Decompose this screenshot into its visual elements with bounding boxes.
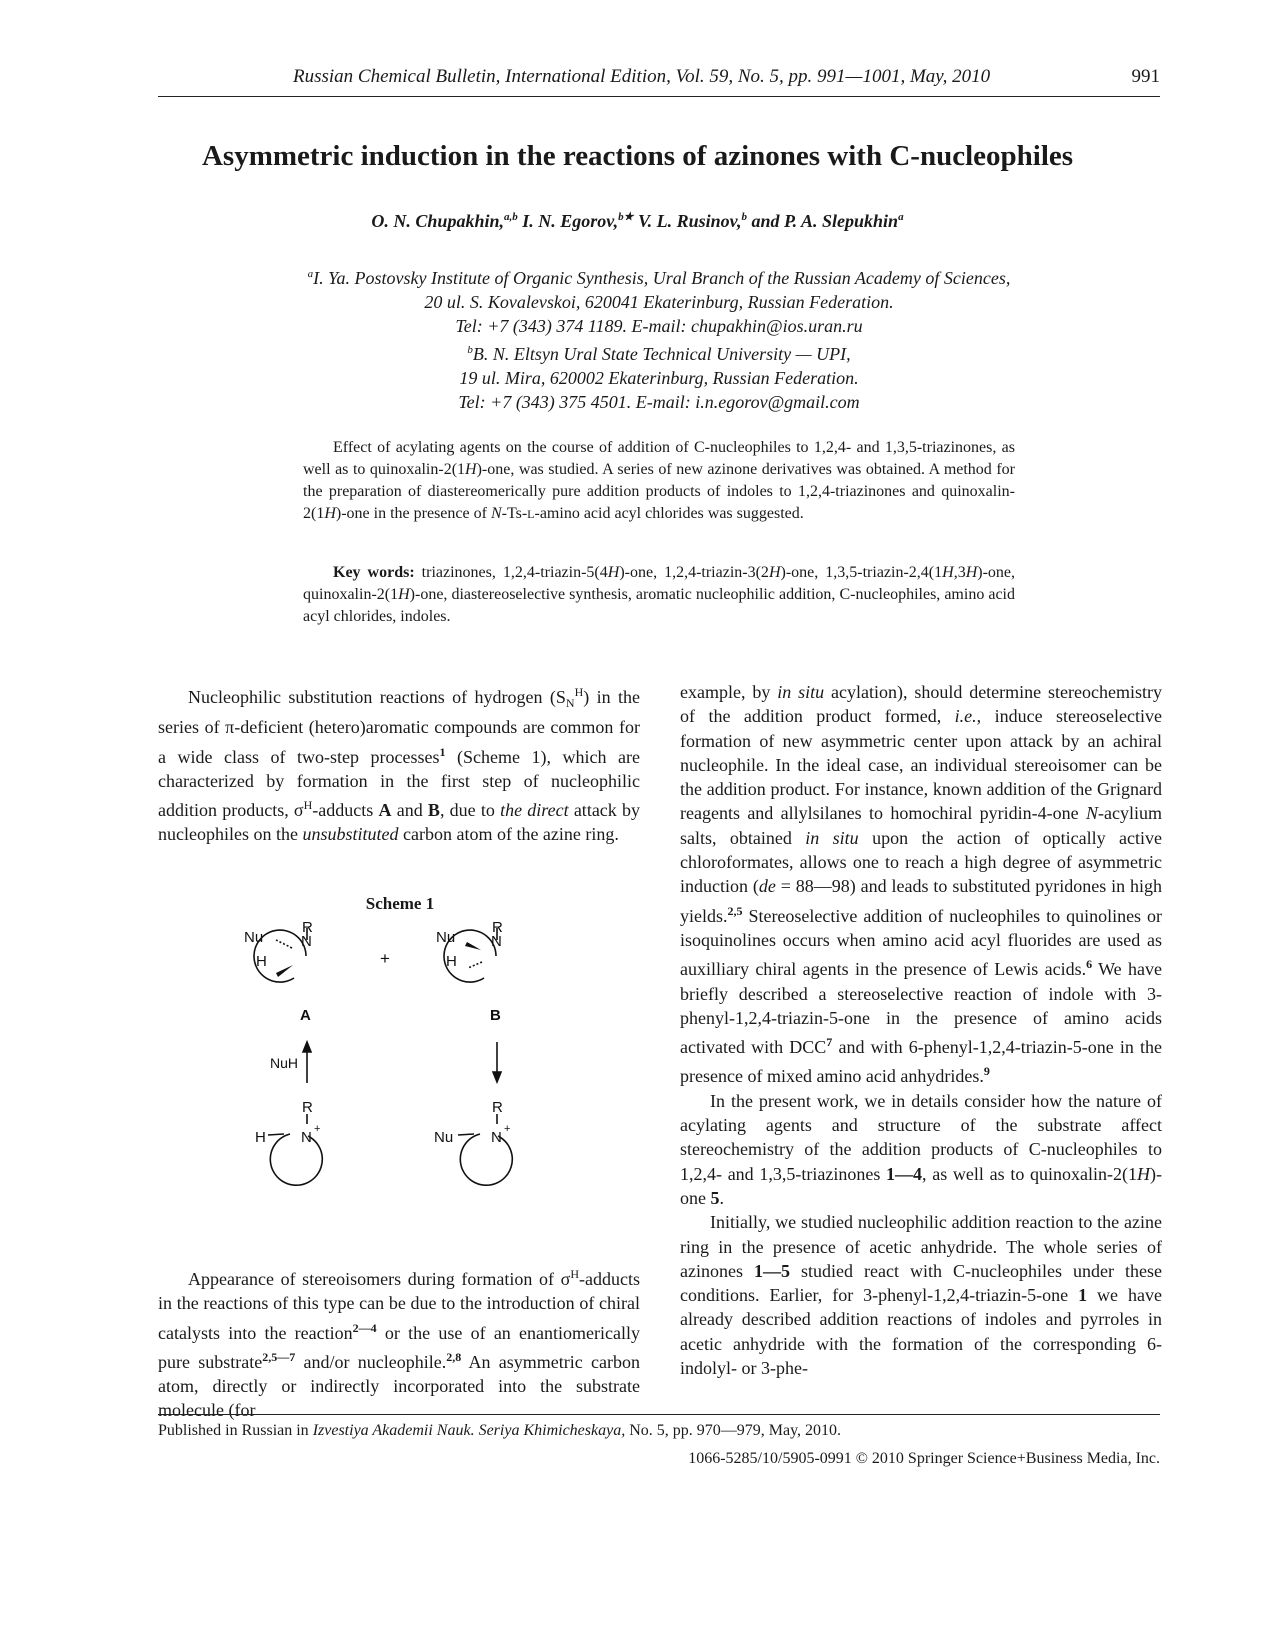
body-text: , due to — [439, 800, 501, 821]
atom-label: N — [491, 1129, 502, 1146]
abstract-text: -Ts- — [501, 505, 528, 522]
body-text: B — [427, 800, 440, 821]
affiliation-text: I. Ya. Postovsky Institute of Organic Synthesis, Ural Branch of the Russian Academy of Sciences, — [313, 268, 1011, 288]
body-text: -adducts in the reactions of this type can be due to the introduction of chiral catalysts into the reaction — [158, 1269, 640, 1343]
affiliation-line: 19 ul. Mira, 620002 Ekaterinburg, Russian Federation. — [459, 368, 859, 388]
keywords-text: )-one, diastereoselective synthesis, aromatic nucleophilic addition, C-nucleophiles, amino acid acyl chlorides, indoles. — [303, 586, 1015, 625]
author-list — [0, 210, 1275, 232]
abstract-text: H — [465, 461, 477, 478]
body-text: H — [574, 685, 584, 699]
reference-mark: 1 — [439, 744, 446, 759]
keywords-text: H — [942, 564, 954, 581]
abstract-text: -amino acid acyl chlorides was suggested. — [534, 505, 804, 522]
charge-label: + — [504, 1123, 511, 1135]
body-text: Nucleophilic substitution reactions of hydrogen (S — [188, 687, 566, 707]
atom-label: H — [256, 953, 267, 970]
atom-label: H — [255, 1129, 266, 1146]
body-paragraph — [680, 1210, 1162, 1380]
page-number: 991 — [1131, 66, 1160, 87]
charge-label: + — [314, 1123, 321, 1135]
abstract-text: Effect of acylating agents on the course of addition of C-nucleophiles to 1,2,4- and 1,3,5-triazinones, as well as to quinoxalin-2(1 — [303, 439, 1015, 478]
footer-copyright: 1066-5285/10/5905-0991 © 2010 Springer Science+Business Media, Inc. — [688, 1450, 1160, 1467]
footer-text: No. 5, pp. 970—979, May, 2010. — [625, 1422, 842, 1439]
ring-bottom-right — [460, 1134, 512, 1185]
body-text: and/or nucleophile. — [295, 1351, 447, 1372]
body-text: We have briefly described a stereoselective reaction of indole with 3-phenyl-1,2,4-triazin-5-one in the presence of amino acids activated with DCC — [680, 959, 1162, 1058]
body-text: . — [719, 1187, 724, 1208]
keywords-text: triazinones, 1,2,4-triazin-5(4 — [414, 564, 608, 581]
atom-label: R — [492, 919, 503, 936]
body-text: and — [391, 800, 428, 821]
body-column-left-bottom — [158, 1262, 640, 1423]
body-text: studied react with C-nucleophiles under these conditions. Earlier, for 3-phenyl-1,2,4-triazin-5-one — [680, 1260, 1162, 1306]
atom-label: N — [301, 933, 312, 950]
body-text: de — [758, 876, 776, 897]
journal-citation: Russian Chemical Bulletin, International Edition, Vol. 59, No. 5, pp. 991—1001, May, 2010 — [293, 66, 991, 87]
keywords-text: )-one, 1,3,5-triazin-2,4(1 — [780, 564, 943, 581]
wedge-bond — [276, 965, 293, 977]
body-text: or the use of an enantiomerically pure substrate — [158, 1322, 640, 1372]
author-affiliation-mark: b★ — [618, 211, 634, 223]
affiliation-text: B. N. Eltsyn Ural State Technical University — UPI, — [472, 344, 851, 364]
plus-sign: + — [380, 949, 390, 968]
abstract-text: )-one, was studied. A series of new azinone derivatives was obtained. A method for the preparation of diastereomerically pure addition products of indoles to 1,2,4-triazinones and quinoxalin-2(1 — [303, 461, 1015, 522]
footer-text: Izvestiya Akademii Nauk. Seriya Khimicheskaya, — [312, 1422, 626, 1439]
abstract-text: N — [490, 505, 502, 522]
body-text: = 88—98) and leads to substituted pyridones in high yields. — [680, 876, 1162, 926]
abstract-text: )-one in the presence of — [335, 505, 491, 522]
affiliation-line: 20 ul. S. Kovalevskoi, 620041 Ekaterinburg, Russian Federation. — [424, 292, 894, 312]
body-text: N — [565, 696, 575, 710]
body-text: (Scheme 1), which are characterized by formation in the first step of nucleophilic addition products, σ — [158, 746, 640, 821]
body-text: )-one — [680, 1163, 1162, 1208]
keywords-text: H — [768, 564, 781, 581]
body-text: Stereoselective addition of nucleophiles to quinolines or isoquinolines occurs when amino acid acyl fluorides are used as auxilliary chiral agents in the presence of Lewis acids. — [680, 905, 1162, 980]
keywords-label: Key words: — [333, 564, 415, 581]
body-text: unsubstituted — [302, 824, 399, 845]
body-text: , induce stereoselective formation of new asymmetric center upon attack by an achiral nucleophile. In the ideal case, an individual stereoisomer can be the addition product. For instance, known addition of the Grignard reagents and allylsilanes to homochiral pyridin-4-one — [680, 706, 1162, 824]
atom-label: N — [491, 933, 502, 950]
body-text: example, by — [680, 682, 778, 702]
abstract — [303, 437, 1015, 525]
body-text: In the present work, we in details consider how the nature of acylating agents and structure of the substrate affect stereochemistry of the addition products of C-nucleophiles to 1,2,4- and 1,3,5-triazinones — [680, 1090, 1162, 1184]
keywords-text: H — [965, 564, 978, 581]
body-text: and with 6-phenyl-1,2,4-triazin-5-one in the presence of mixed amino acid anhydrides. — [680, 1037, 1162, 1087]
body-column-left-top — [158, 680, 640, 847]
body-text: upon the action of optically active chloroformates, allows one to reach a high degree of asymmetric induction ( — [680, 827, 1162, 897]
body-text: -acylium salts, obtained — [680, 803, 1162, 848]
body-text: Initially, we studied nucleophilic addition reaction to the azine ring in the presence of acetic anhydride. The whole series of azinones — [680, 1212, 1162, 1281]
author-affiliation-mark: a,b — [503, 211, 518, 223]
body-text: H — [570, 1267, 580, 1281]
wedge-bond — [465, 942, 481, 950]
keywords-text: )-one, quinoxalin-2(1 — [303, 564, 1016, 603]
atom-label: Nu — [244, 929, 264, 946]
footer-text: Published in Russian in — [158, 1422, 313, 1439]
body-text: 1 — [1078, 1285, 1088, 1306]
body-text: Appearance of stereoisomers during formation of σ — [188, 1269, 571, 1289]
body-text: 1—4 — [886, 1163, 923, 1184]
article-title: Asymmetric induction in the reactions of azinones with C-nucleophiles — [201, 140, 1074, 172]
compound-label-A: A — [300, 1007, 311, 1024]
author-name: V. L. Rusinov, — [633, 211, 742, 231]
ring-bottom-left — [270, 1134, 322, 1185]
body-text: 5 — [710, 1187, 720, 1208]
affiliation-line: Tel: +7 (343) 375 4501. E-mail: i.n.egorov@gmail.com — [458, 392, 860, 412]
body-text: in situ — [777, 682, 825, 702]
body-text: -adducts — [312, 800, 379, 821]
keywords-text: H — [398, 586, 410, 603]
reference-mark: 6 — [1086, 957, 1093, 972]
atom-label: H — [446, 953, 457, 970]
reference-mark: 2,8 — [446, 1349, 462, 1364]
body-text: carbon atom of the azine ring. — [398, 824, 619, 845]
body-text: attack by nucleophiles on the — [158, 800, 641, 845]
affiliation-line — [158, 262, 1160, 290]
affiliations — [158, 262, 1160, 414]
reagent-label: NuH — [270, 1055, 299, 1071]
author-name: and P. A. Slepukhin — [747, 211, 899, 231]
body-text: A — [378, 800, 392, 821]
keywords-text: ,3 — [953, 564, 966, 581]
affiliation-line: Tel: +7 (343) 374 1189. E-mail: chupakhin@ios.uran.ru — [455, 316, 863, 336]
atom-label: Nu — [434, 1129, 454, 1146]
running-header — [158, 66, 1160, 97]
body-text: H — [1137, 1163, 1150, 1184]
affiliation-mark: b — [467, 344, 473, 356]
author-affiliation-mark: b — [741, 211, 747, 223]
abstract-text: L — [527, 507, 535, 521]
keywords — [303, 562, 1015, 628]
reference-mark: 9 — [983, 1064, 990, 1079]
body-text: , as well as to quinoxalin-2(1 — [922, 1163, 1137, 1184]
author-affiliation-mark: a — [898, 211, 904, 223]
body-text: An asymmetric carbon atom, directly or indirectly incorporated into the substrate molecule (for — [158, 1351, 641, 1421]
affiliation-line — [158, 338, 1160, 366]
scheme-title: Scheme 1 — [365, 894, 435, 913]
body-text: ) in the series of π-deficient (hetero)aromatic compounds are common for a wide class of two-step processes — [158, 687, 640, 767]
compound-label-B: B — [490, 1007, 501, 1024]
author-name: O. N. Chupakhin, — [371, 211, 504, 231]
footer-divider — [158, 1414, 1160, 1415]
body-text: N — [1086, 803, 1099, 824]
atom-label: R — [492, 1099, 503, 1116]
atom-label: R — [302, 919, 313, 936]
body-text: i.e. — [954, 706, 977, 727]
reference-mark: 7 — [826, 1035, 833, 1050]
body-text: acylation), should determine stereochemistry of the addition product formed, — [680, 682, 1162, 727]
body-paragraph — [158, 1262, 640, 1423]
body-paragraph — [680, 1089, 1162, 1210]
atom-label: R — [302, 1099, 313, 1116]
abstract-text: H — [324, 505, 336, 522]
body-text: we have already described addition reactions of indoles and pyrroles in acetic anhydride with the formation of the corresponding 6-indolyl- or 3-phe- — [680, 1285, 1163, 1379]
body-paragraph — [680, 680, 1162, 1089]
body-text: H — [303, 798, 313, 813]
body-column-right — [680, 680, 1162, 1380]
keywords-text: H — [607, 564, 620, 581]
footer-publication-note — [158, 1422, 841, 1440]
body-text: in situ — [805, 827, 859, 848]
scheme-1-diagram — [240, 919, 570, 1228]
atom-label: N — [301, 1129, 312, 1146]
reference-mark: 2,5—7 — [262, 1349, 296, 1364]
body-text: 1—5 — [754, 1260, 790, 1281]
reference-mark: 2,5 — [727, 903, 743, 918]
body-text: the direct — [500, 800, 569, 821]
author-name: I. N. Egorov, — [517, 211, 619, 231]
reference-mark: 2—4 — [352, 1320, 377, 1335]
keywords-text: )-one, 1,2,4-triazin-3(2 — [619, 564, 769, 581]
body-paragraph — [158, 680, 640, 847]
affiliation-mark: a — [307, 268, 314, 280]
atom-label: Nu — [436, 929, 456, 946]
